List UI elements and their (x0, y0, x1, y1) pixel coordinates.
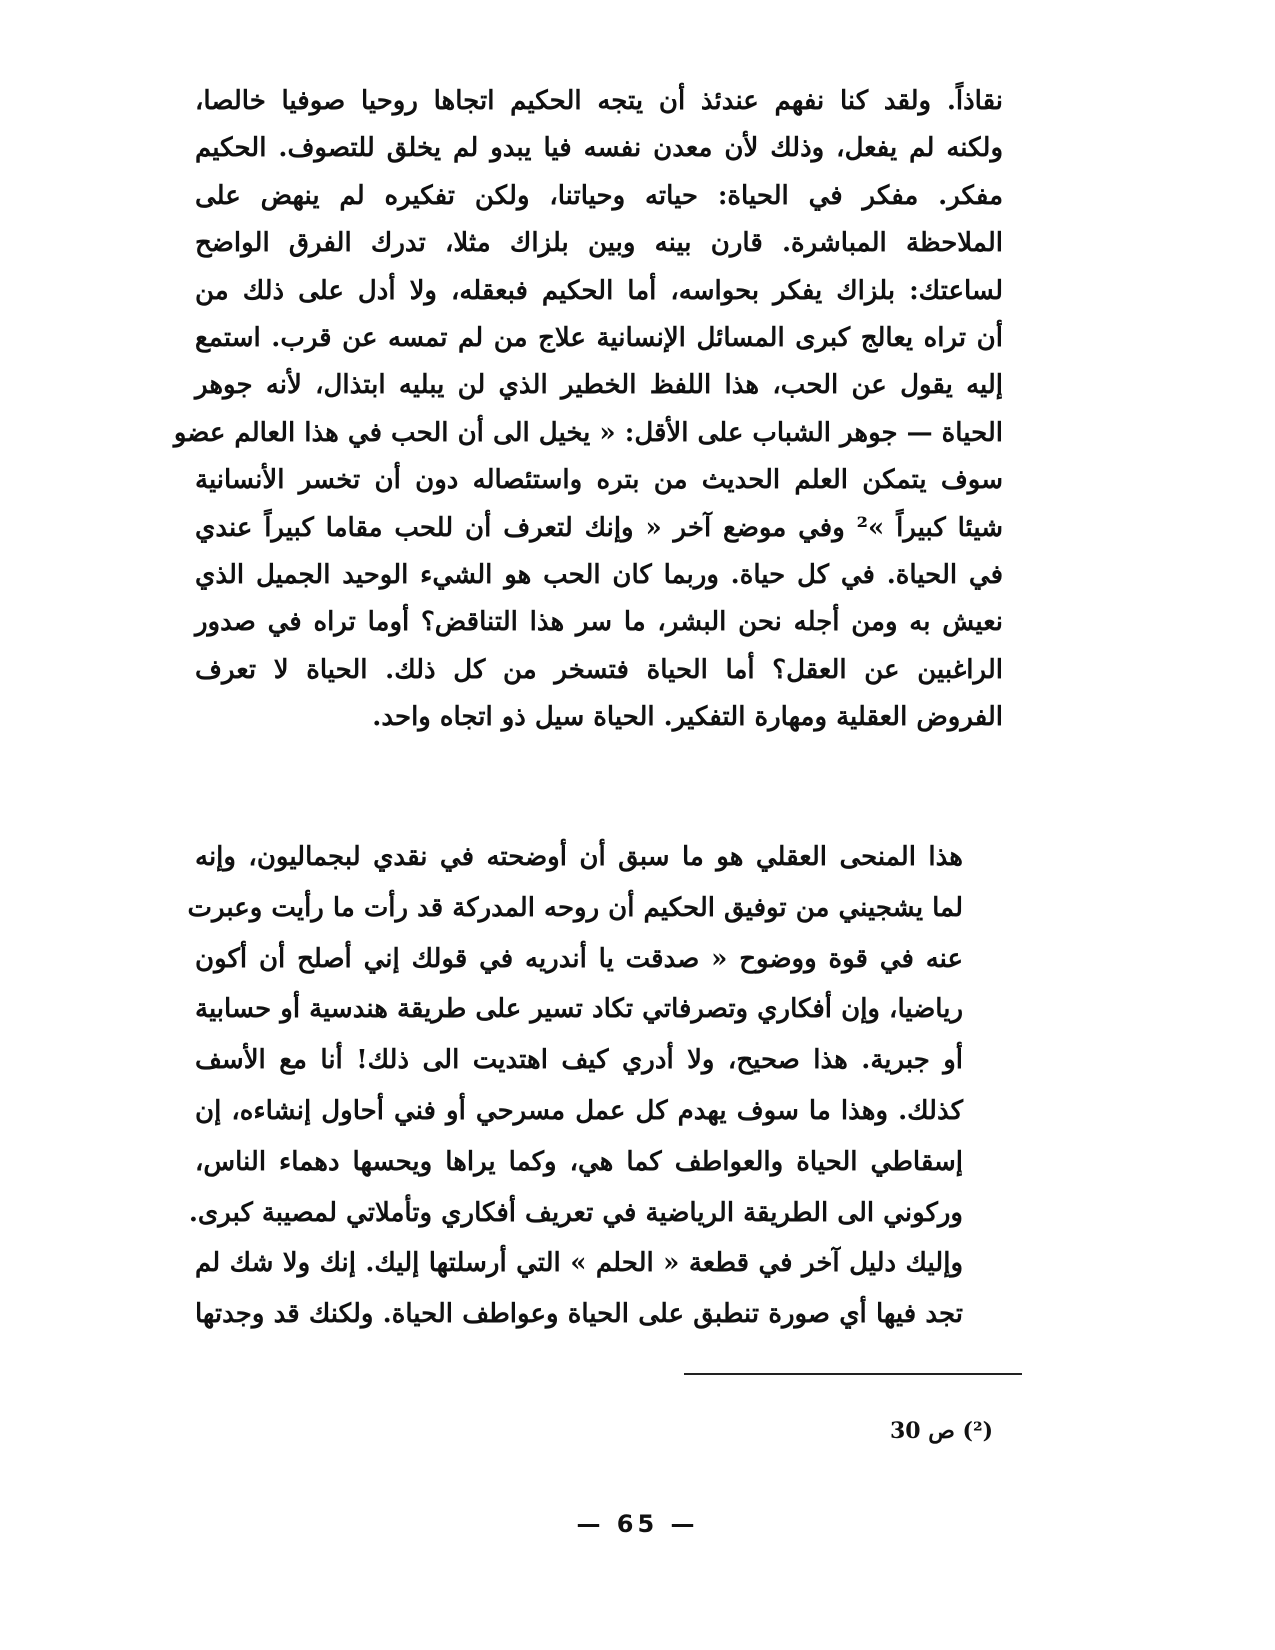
text-line: الفروض العقلية ومهارة التفكير. الحياة سيل ذو اتجاه واحد. (372, 702, 1003, 733)
text-line: تجد فيها أي صورة تنطبق على الحياة وعواطف الحياة. ولكنك قد وجدتها (195, 1299, 963, 1330)
text-line: لما يشجيني من توفيق الحكيم أن روحه المدركة قد رأت ما رأيت وعبرت (187, 892, 963, 923)
text-line: نعيش به ومن أجله نحن البشر، ما سر هذا التناقض؟ أوما تراه في صدور (195, 607, 1003, 638)
text-line: الراغبين عن العقل؟ أما الحياة فتسخر من كل ذلك. الحياة لا تعرف (195, 654, 1003, 685)
paragraph-2 (187, 832, 1003, 1340)
text-line: أو جبرية. هذا صحيح، ولا أدري كيف اهتديت الى ذلك! أنا مع الأسف (195, 1045, 963, 1076)
text-line: الحياة — جوهر الشباب على الأقل: « يخيل الى أن الحب في هذا العالم عضو (173, 417, 1003, 448)
text-line: ولكنه لم يفعل، وذلك لأن معدن نفسه فيا يبدو لم يخلق للتصوف. الحكيم (195, 133, 1003, 164)
paragraph-1 (173, 78, 1004, 742)
text-line: نقاذاً. ولقد كنا نفهم عندئذ أن يتجه الحكيم اتجاها روحيا صوفيا خالصا، (195, 86, 1003, 116)
text-line: أن تراه يعالج كبرى المسائل الإنسانية علاج من لم تمسه عن قرب. استمع (195, 323, 1003, 354)
text-line: هذا المنحى العقلي هو ما سبق أن أوضحته في نقدي لبجماليون، وإنه (195, 842, 963, 872)
text-line: إسقاطي الحياة والعواطف كما هي، وكما يراها ويحسها دهماء الناس، (195, 1146, 963, 1177)
text-line: الملاحظة المباشرة. قارن بينه وبين بلزاك مثلا، تدرك الفرق الواضح (195, 228, 1003, 259)
text-line: مفكر. مفكر في الحياة: حياته وحياتنا، ولكن تفكيره لم ينهض على (195, 180, 1003, 211)
footnote: (²) ص 30 (889, 1418, 993, 1444)
text-line: كذلك. وهذا ما سوف يهدم كل عمل مسرحي أو فني أحاول إنشاءه، إن (195, 1095, 963, 1126)
text-line: رياضيا، وإن أفكاري وتصرفاتي تكاد تسير على طريقة هندسية أو حسابية (195, 994, 963, 1025)
text-line: وركوني الى الطريقة الرياضية في تعريف أفكاري وتأملاتي لمصيبة كبرى. (188, 1197, 963, 1228)
footnote-divider (684, 1373, 1022, 1375)
page-number: — 65 — (576, 1510, 699, 1538)
text-line: في الحياة. في كل حياة. وربما كان الحب هو الشيء الوحيد الجميل الذي (195, 560, 1003, 591)
text-line: لساعتك: بلزاك يفكر بحواسه، أما الحكيم فبعقله، ولا أدل على ذلك من (195, 275, 1003, 306)
text-line: إليه يقول عن الحب، هذا اللفظ الخطير الذي لن يبليه ابتذال، لأنه جوهر (195, 370, 1003, 401)
text-line: سوف يتمكن العلم الحديث من بتره واستئصاله دون أن تخسر الأنسانية (195, 465, 1003, 496)
text-line: شيئا كبيراً »² وفي موضع آخر « وإنك لتعرف أن للحب مقاما كبيراً عندي (195, 512, 1004, 543)
text-line: عنه في قوة ووضوح « صدقت يا أندريه في قولك إني أصلح أن أكون (195, 943, 963, 974)
text-line: وإليك دليل آخر في قطعة « الحلم » التي أرسلتها إليك. إنك ولا شك لم (195, 1248, 963, 1279)
